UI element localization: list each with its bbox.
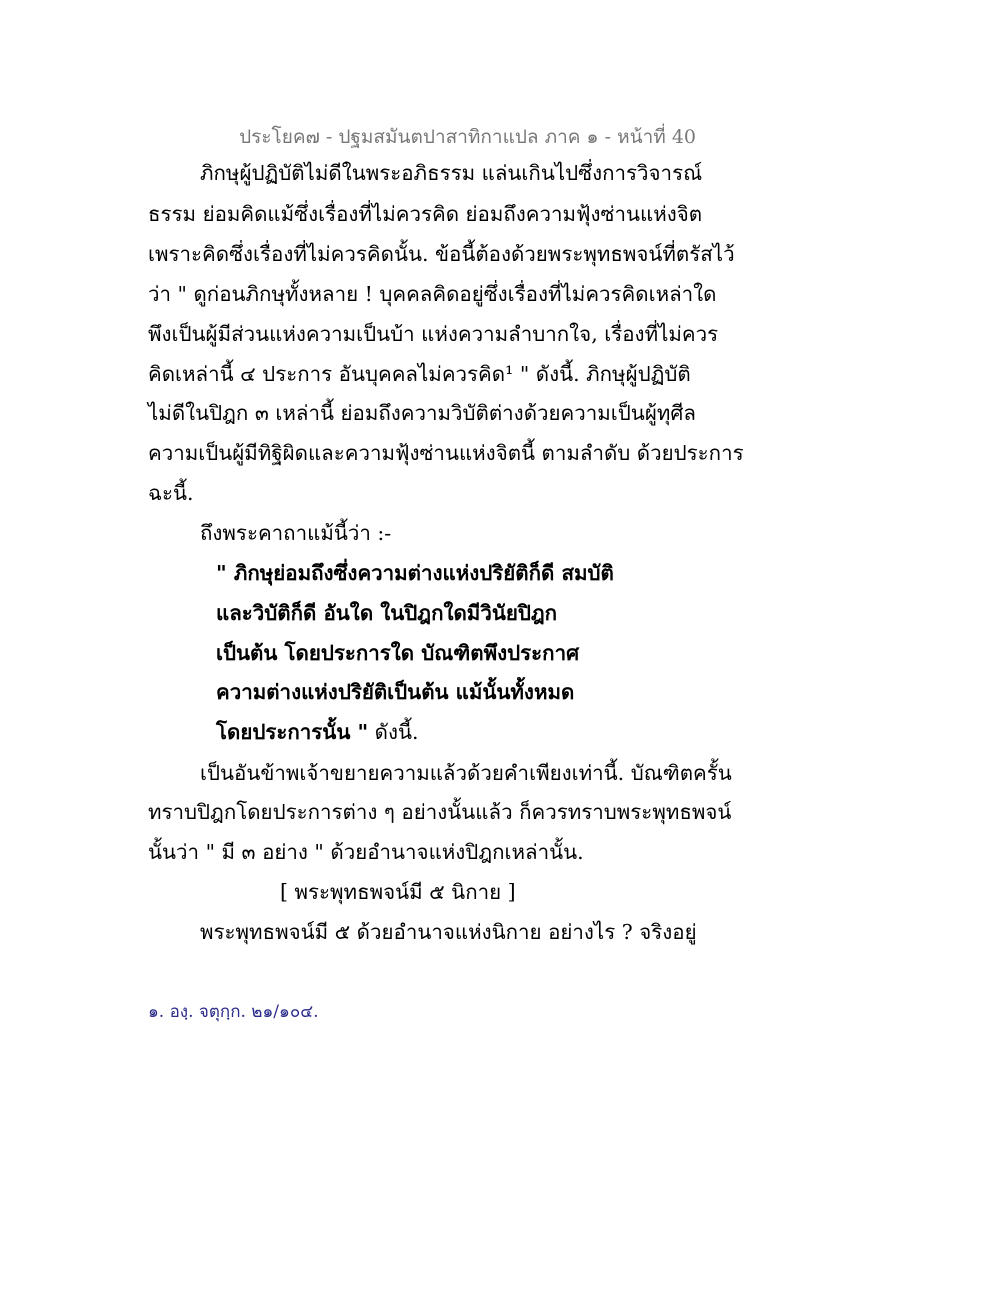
paragraph-line: เป็นอันข้าพเจ้าขยายความแล้วด้วยคำเพียงเท่านี้. บัณฑิตครั้น	[200, 761, 732, 785]
paragraph-line: ทราบปิฎกโดยประการต่าง ๆ อย่างนั้นแล้ว ก็ควรทราบพระพุทธพจน์	[148, 800, 732, 824]
verse-last-plain: ดังนี้.	[368, 720, 419, 744]
paragraph-line: พระพุทธพจน์มี ๕ ด้วยอำนาจแห่งนิกาย อย่างไร ? จริงอยู่	[200, 920, 697, 944]
paragraph-line: ไม่ดีในปิฎก ๓ เหล่านี้ ย่อมถึงความวิบัติต่างด้วยความเป็นผู้ทุศีล	[148, 401, 696, 425]
paragraph-line: ธรรม ย่อมคิดแม้ซึ่งเรื่องที่ไม่ควรคิด ย่อมถึงความฟุ้งซ่านแห่งจิต	[148, 202, 703, 226]
paragraph-line: ว่า " ดูก่อนภิกษุทั้งหลาย ! บุคคลคิดอยู่ซึ่งเรื่องที่ไม่ควรคิดเหล่าใด	[148, 282, 717, 306]
paragraph-line: นั้นว่า " มี ๓ อย่าง " ด้วยอำนาจแห่งปิฎกเหล่านั้น.	[148, 840, 584, 864]
paragraph-line: ความเป็นผู้มีทิฐิผิดและความฟุ้งซ่านแห่งจิตนี้ ตามลำดับ ด้วยประการ	[148, 441, 744, 465]
footnote: ๑. องฺ. จตุกฺก. ๒๑/๑๐๔.	[148, 1002, 319, 1022]
verse-line: " ภิกษุย่อมถึงซึ่งความต่างแห่งปริยัติก็ดี สมบัติ	[216, 561, 614, 585]
paragraph-line: พึงเป็นผู้มีส่วนแห่งความเป็นบ้า แห่งความลำบากใจ, เรื่องที่ไม่ควร	[148, 322, 719, 346]
verse-last-bold: โดยประการนั้น "	[216, 720, 369, 744]
gatha-intro: ถึงพระคาถาแม้นี้ว่า :-	[200, 521, 392, 545]
page-header: ประโยค๗ - ปฐมสมันตปาสาทิกาแปล ภาค ๑ - หน้าที่ 40	[239, 126, 696, 148]
verse-line: ความต่างแห่งปริยัติเป็นต้น แม้นั้นทั้งหมด	[216, 680, 575, 704]
verse-line: และวิบัติก็ดี อันใด ในปิฎกใดมีวินัยปิฎก	[216, 601, 558, 625]
verse-line-last	[216, 717, 419, 747]
paragraph-line: คิดเหล่านี้ ๔ ประการ อันบุคคลไม่ควรคิด¹ " ดังนี้. ภิกษุผู้ปฏิบัติ	[148, 362, 691, 386]
verse-line: เป็นต้น โดยประการใด บัณฑิตพึงประกาศ	[216, 641, 580, 665]
section-heading: [ พระพุทธพจน์มี ๕ นิกาย ]	[280, 880, 516, 904]
paragraph-line: ภิกษุผู้ปฏิบัติไม่ดีในพระอภิธรรม แล่นเกินไปซึ่งการวิจารณ์	[200, 161, 703, 185]
paragraph-line: ฉะนี้.	[148, 481, 194, 505]
paragraph-line: เพราะคิดซึ่งเรื่องที่ไม่ควรคิดนั้น. ข้อนี้ต้องด้วยพระพุทธพจน์ที่ตรัสไว้	[148, 242, 735, 266]
